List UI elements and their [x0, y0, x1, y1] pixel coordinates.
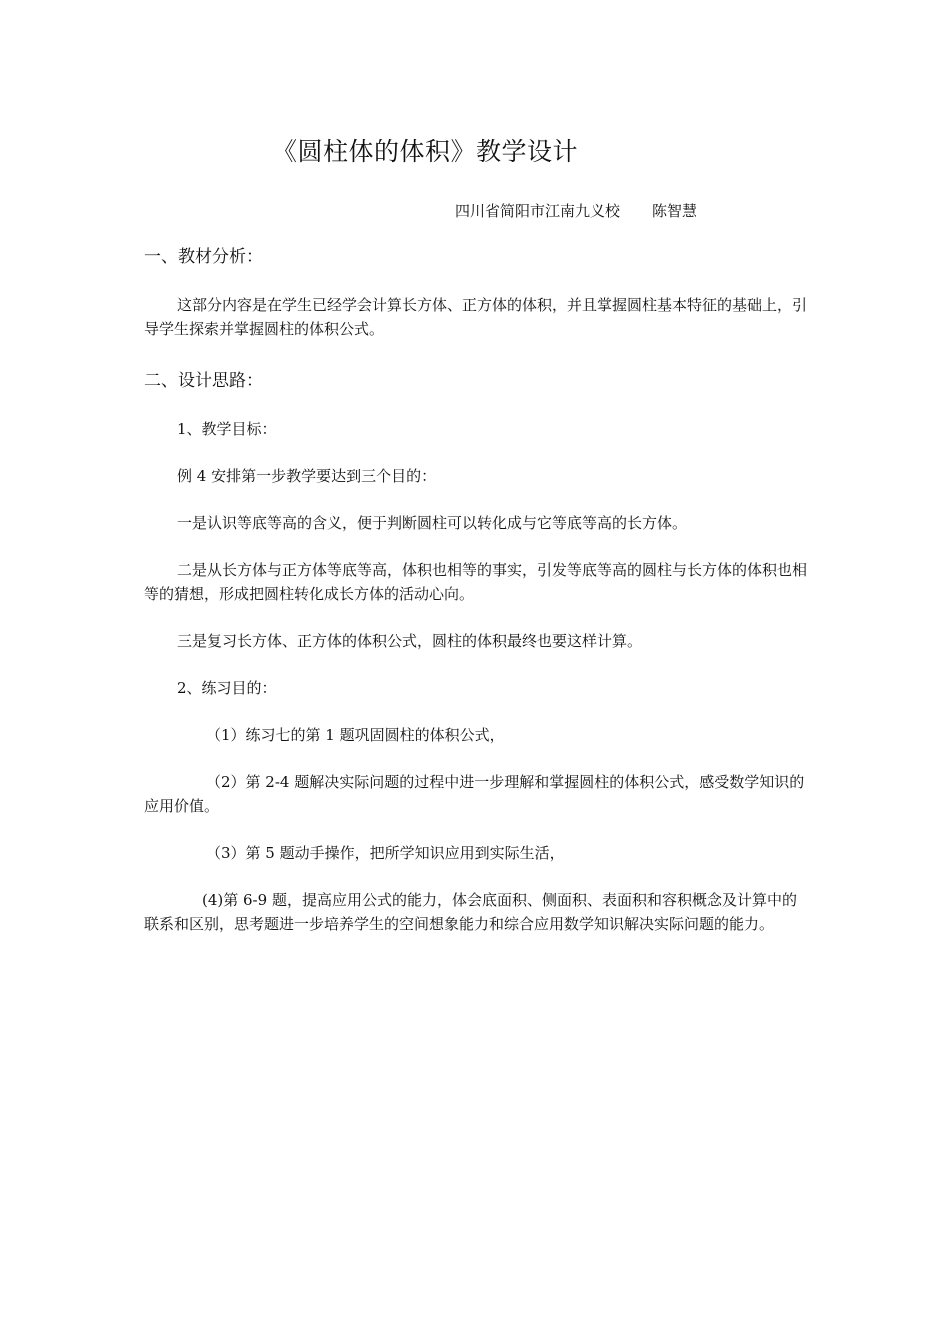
practice-item-4: (4)第 6-9 题，提高应用公式的能力，体会底面积、侧面积、表面积和容积概念及计算中的联系和区别，思考题进一步培养学生的空间想象能力和综合应用数学知识解决实际问题的能力。 — [144, 891, 797, 933]
goal-item-2: 二是从长方体与正方体等底等高，体积也相等的事实，引发等底等高的圆柱与长方体的体积也相等的猜想，形成把圆柱转化成长方体的活动心向。 — [144, 561, 808, 603]
byline — [455, 200, 697, 221]
practice-item-3: （3）第 5 题动手操作，把所学知识应用到实际生活， — [206, 844, 565, 862]
document-title: 《圆柱体的体积》教学设计 — [272, 137, 579, 166]
analysis-paragraph: 这部分内容是在学生已经学会计算长方体、正方体的体积，并且掌握圆柱基本特征的基础上，引导学生探索并掌握圆柱的体积公式。 — [144, 296, 808, 338]
example-intro: 例 4 安排第一步教学要达到三个目的： — [177, 467, 437, 485]
section-heading-design: 二、设计思路： — [144, 371, 263, 391]
goal-item-3: 三是复习长方体、正方体的体积公式，圆柱的体积最终也要这样计算。 — [177, 632, 643, 650]
practice-item-1: （1）练习七的第 1 题巩固圆柱的体积公式， — [206, 726, 505, 744]
goal-item-1: 一是认识等底等高的含义，便于判断圆柱可以转化成与它等底等高的长方体。 — [177, 514, 688, 532]
practice-goal-heading: 2、练习目的： — [177, 679, 277, 697]
section-heading-analysis: 一、教材分析： — [144, 247, 263, 267]
author-name: 陈智慧 — [652, 202, 698, 220]
teaching-goal-heading: 1、教学目标： — [177, 420, 277, 438]
document-body — [144, 244, 810, 959]
practice-item-2: （2）第 2-4 题解决实际问题的过程中进一步理解和掌握圆柱的体积公式，感受数学知识的应用价值。 — [144, 773, 805, 815]
school-name: 四川省简阳市江南九义校 — [455, 202, 621, 220]
